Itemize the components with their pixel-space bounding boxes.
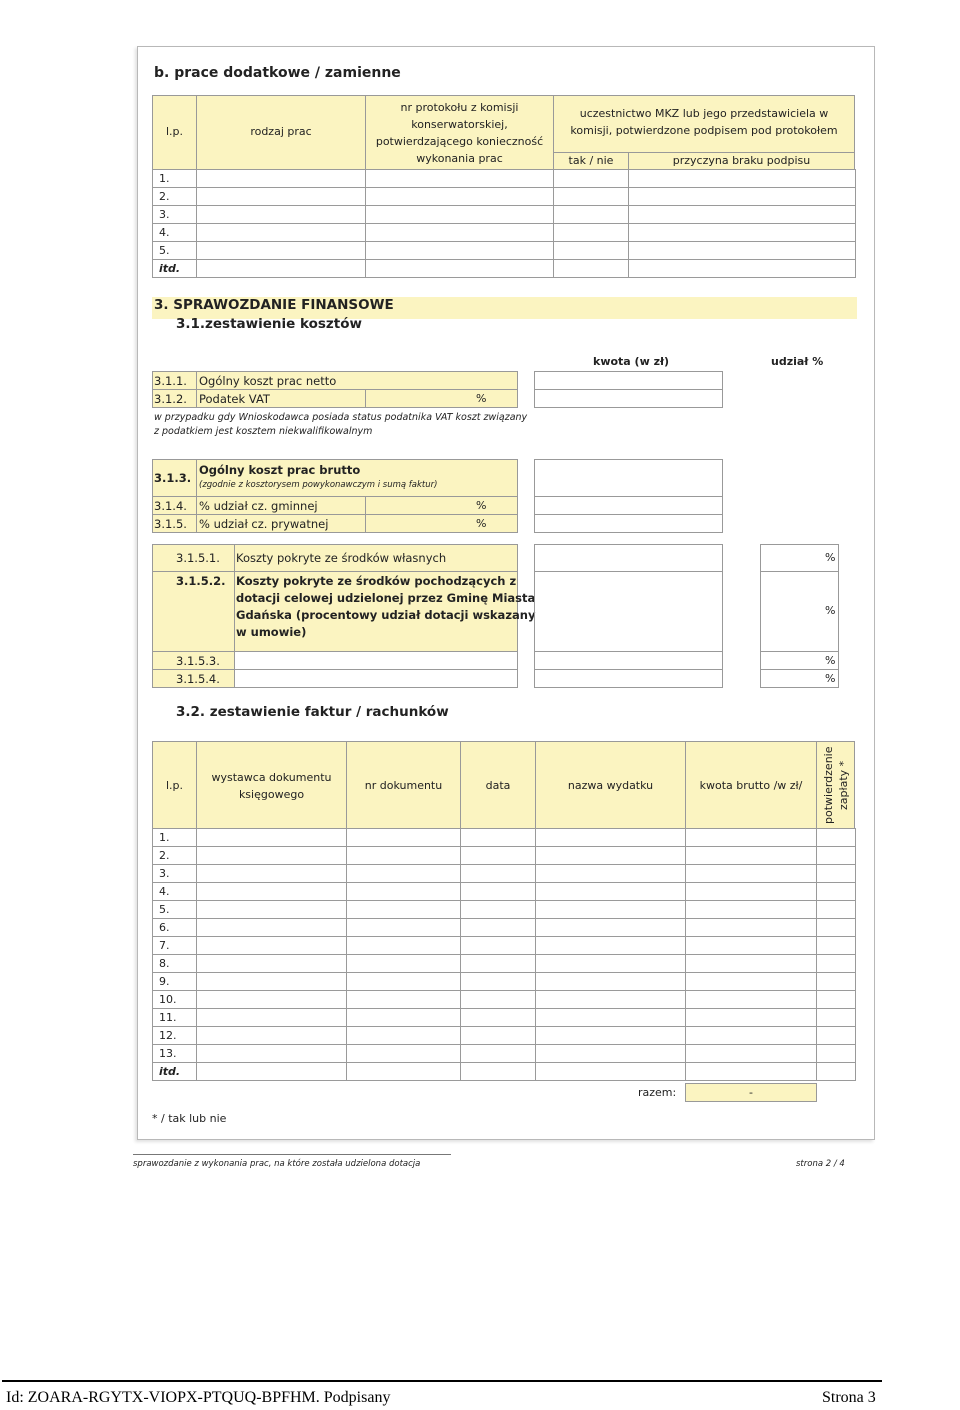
table-cell[interactable] <box>536 829 686 847</box>
table-cell[interactable] <box>347 973 461 991</box>
col32-kwota-header: kwota brutto /w zł/ <box>699 779 803 792</box>
table-cell[interactable] <box>536 1045 686 1063</box>
row-number: 5. <box>153 242 197 260</box>
row-number: 3. <box>153 865 197 883</box>
page-footer-left: sprawozdanie z wykonania prac, na które została udzielona dotacja <box>133 1159 421 1169</box>
document-page: b. prace dodatkowe / zamienne l.p. rodzaj prac nr protokołu z komisji konserwatorskiej, potwierdzającego konieczność wykonania prac uczestnictwo MKZ lub jego przedstawiciela w komisji, potwierdzone podpisem pod protokołem tak / nie przyczyna braku podpisu 1. 2. 3. 4. 5. itd. 3. SPRAWOZDANIE FINANSOWE 3.1.zestawienie kosztów kwota (w zł) udział % 3.1.1. Ogólny koszt prac netto 3.1.2. Podatek VAT % w przypadku gdy Wnioskodawca posiada status podatnika VAT koszt związany z podatkiem jest kosztem niekwalifikowalnym 3.1.3. Ogólny koszt prac brutto (zgodnie z kosztorysem powykonawczym i sumą faktur) 3.1.4. % udział cz. gminnej % 3.1.5. % udział cz. prywatnej % 3.1.5.1. Koszty pokryte ze środków własnych % 3.1.5.2. Koszty pokryte ze środków pochodzących z dotacji celowej udzielonej przez Gminę Miasta Gdańska (procentowy udział dotacji wskazany w umowie) % 3.1.5.3. % 3.1.5.4. % 3.2. zestawienie faktur / rachunków l.p. wystawca dokumentu księgowego nr dokumentu data nazwa wydatku kwota brutto /w zł/ potwierdzenie zapłaty * 1. 2. 3. 4. 5. 6. 7. 8. 9. 10. 11. 12. 13. itd. razem: - * / tak lub nie <box>137 46 875 1140</box>
table-cell[interactable] <box>686 1027 817 1045</box>
col-przyczyna-header: przyczyna braku podpisu <box>672 154 811 167</box>
row-number: 4. <box>153 883 197 901</box>
table-cell[interactable] <box>817 937 856 955</box>
section-31-subtitle: 3.1.zestawienie kosztów <box>176 316 362 332</box>
input-3154-label[interactable] <box>234 669 518 688</box>
table-cell[interactable] <box>817 1063 856 1081</box>
input-313-kwota[interactable] <box>534 459 723 497</box>
table-cell[interactable] <box>461 847 536 865</box>
row-number: 6. <box>153 919 197 937</box>
col-uczestnictwo-header: uczestnictwo MKZ lub jego przedstawiciela w komisji, potwierdzone podpisem pod protokołem <box>570 107 838 137</box>
table-cell[interactable] <box>536 901 686 919</box>
invoice-row <box>153 937 856 955</box>
invoice-row <box>153 955 856 973</box>
row-number: 12. <box>153 1027 197 1045</box>
table-cell[interactable] <box>197 829 347 847</box>
table-cell[interactable] <box>686 973 817 991</box>
invoice-row <box>153 1027 856 1045</box>
table-cell[interactable] <box>197 170 366 188</box>
invoice-row <box>153 973 856 991</box>
table-cell[interactable] <box>197 1063 347 1081</box>
invoice-row <box>153 829 856 847</box>
invoice-row <box>153 1009 856 1027</box>
table-cell[interactable] <box>817 883 856 901</box>
table-cell[interactable] <box>347 829 461 847</box>
table-cell[interactable] <box>817 919 856 937</box>
table-cell[interactable] <box>817 847 856 865</box>
row-number: 9. <box>153 973 197 991</box>
table-cell[interactable] <box>686 829 817 847</box>
table-cell[interactable] <box>554 224 629 242</box>
section-32-table <box>152 828 856 1081</box>
row-number: 3. <box>153 206 197 224</box>
table-cell[interactable] <box>197 847 347 865</box>
table-cell[interactable] <box>197 242 366 260</box>
footnote: * / tak lub nie <box>152 1112 227 1125</box>
table-cell[interactable] <box>461 1063 536 1081</box>
table-cell[interactable] <box>461 955 536 973</box>
table-cell[interactable] <box>366 170 554 188</box>
table-cell[interactable] <box>536 991 686 1009</box>
invoice-row <box>153 883 856 901</box>
table-cell[interactable] <box>554 188 629 206</box>
table-cell[interactable] <box>347 1027 461 1045</box>
table-cell[interactable] <box>197 865 347 883</box>
table-cell[interactable] <box>347 937 461 955</box>
doc-footer-page: Strona 3 <box>822 1389 876 1406</box>
table-cell[interactable] <box>536 1063 686 1081</box>
table-cell[interactable] <box>629 188 856 206</box>
table-cell[interactable] <box>817 1045 856 1063</box>
input-315-kwota[interactable] <box>534 514 723 533</box>
table-cell[interactable] <box>197 973 347 991</box>
table-cell[interactable] <box>817 901 856 919</box>
row-number: 2. <box>153 847 197 865</box>
col32-data-header: data <box>485 779 511 792</box>
table-cell[interactable] <box>366 260 554 278</box>
input-3152-kwota[interactable] <box>534 571 723 652</box>
table-cell[interactable] <box>366 188 554 206</box>
table-cell[interactable] <box>347 919 461 937</box>
table-cell[interactable] <box>817 865 856 883</box>
col-protokol-header: nr protokołu z komisji konserwatorskiej, potwierdzającego konieczność wykonania prac <box>375 101 544 165</box>
table-cell[interactable] <box>347 955 461 973</box>
table-cell[interactable] <box>554 170 629 188</box>
invoice-row <box>153 1045 856 1063</box>
table-cell[interactable] <box>197 224 366 242</box>
table-cell[interactable] <box>629 224 856 242</box>
input-3153-kwota[interactable] <box>534 651 723 670</box>
col32-nr-header: nr dokumentu <box>364 779 443 792</box>
section-b-row <box>153 224 856 242</box>
col32-nazwa-header: nazwa wydatku <box>567 779 654 792</box>
input-314-kwota[interactable] <box>534 496 723 515</box>
doc-footer-id: Id: ZOARA-RGYTX-VIOPX-PTQUQ-BPFHM. Podpisany <box>6 1389 391 1406</box>
table-cell[interactable] <box>197 206 366 224</box>
table-cell[interactable] <box>461 883 536 901</box>
row-number: itd. <box>153 260 197 278</box>
table-cell[interactable] <box>461 991 536 1009</box>
col-udzial-header: udział % <box>771 355 824 368</box>
table-cell[interactable] <box>536 1027 686 1045</box>
table-cell[interactable] <box>817 829 856 847</box>
table-cell[interactable] <box>197 955 347 973</box>
table-cell[interactable] <box>817 955 856 973</box>
section-b-row <box>153 170 856 188</box>
input-311-kwota[interactable] <box>534 371 723 390</box>
table-cell[interactable] <box>197 1009 347 1027</box>
row-number: 1. <box>153 170 197 188</box>
table-cell[interactable] <box>197 188 366 206</box>
invoice-row <box>153 865 856 883</box>
table-cell[interactable] <box>817 1009 856 1027</box>
row-number: 4. <box>153 224 197 242</box>
table-cell[interactable] <box>347 991 461 1009</box>
table-cell[interactable] <box>554 260 629 278</box>
table-cell[interactable] <box>536 919 686 937</box>
row-number: itd. <box>153 1063 197 1081</box>
table-cell[interactable] <box>536 865 686 883</box>
section-b-row <box>153 188 856 206</box>
invoice-row <box>153 991 856 1009</box>
table-cell[interactable] <box>686 847 817 865</box>
section-3-title: 3. SPRAWOZDANIE FINANSOWE <box>154 297 394 313</box>
section-b-row <box>153 242 856 260</box>
table-cell[interactable] <box>461 919 536 937</box>
table-cell[interactable] <box>686 883 817 901</box>
col-lp-header: l.p. <box>165 125 184 138</box>
section-b-title: b. prace dodatkowe / zamienne <box>154 65 401 81</box>
doc-footer-rule <box>2 1380 882 1382</box>
table-cell[interactable] <box>554 206 629 224</box>
table-cell[interactable] <box>686 1045 817 1063</box>
table-cell[interactable] <box>686 937 817 955</box>
row-number: 8. <box>153 955 197 973</box>
table-cell[interactable] <box>366 206 554 224</box>
table-cell[interactable] <box>197 919 347 937</box>
col-rodzaj-header: rodzaj prac <box>250 125 312 138</box>
row-number: 10. <box>153 991 197 1009</box>
row-number: 7. <box>153 937 197 955</box>
vat-note-line2: z podatkiem jest kosztem niekwalifikowalnym <box>154 426 373 437</box>
table-cell[interactable] <box>461 937 536 955</box>
col32-potw-header: potwierdzenie zapłaty * <box>821 746 850 824</box>
page-footer-rule <box>133 1154 451 1155</box>
table-cell[interactable] <box>817 973 856 991</box>
table-cell[interactable] <box>197 1045 347 1063</box>
table-cell[interactable] <box>197 901 347 919</box>
table-cell[interactable] <box>461 973 536 991</box>
table-cell[interactable] <box>629 260 856 278</box>
table-cell[interactable] <box>197 260 366 278</box>
table-cell[interactable] <box>461 901 536 919</box>
table-cell[interactable] <box>817 1027 856 1045</box>
table-cell[interactable] <box>686 991 817 1009</box>
section-b-row <box>153 206 856 224</box>
col32-lp-header: l.p. <box>165 779 184 792</box>
row-number: 5. <box>153 901 197 919</box>
table-cell[interactable] <box>536 937 686 955</box>
table-cell[interactable] <box>347 901 461 919</box>
page-footer-right: strona 2 / 4 <box>796 1159 845 1169</box>
input-3154-kwota[interactable] <box>534 669 723 688</box>
col32-wystawca-header: wystawca dokumentu księgowego <box>211 771 332 801</box>
invoice-row <box>153 1063 856 1081</box>
table-cell[interactable] <box>629 242 856 260</box>
table-cell[interactable] <box>686 1063 817 1081</box>
table-cell[interactable] <box>461 829 536 847</box>
table-cell[interactable] <box>347 865 461 883</box>
table-cell[interactable] <box>554 242 629 260</box>
table-cell[interactable] <box>347 1063 461 1081</box>
vat-note-line1: w przypadku gdy Wnioskodawca posiada status podatnika VAT koszt związany <box>154 412 528 423</box>
table-cell[interactable] <box>629 206 856 224</box>
table-cell[interactable] <box>536 883 686 901</box>
row-number: 1. <box>153 829 197 847</box>
table-cell[interactable] <box>536 955 686 973</box>
input-3153-label[interactable] <box>234 651 518 670</box>
table-cell[interactable] <box>197 1027 347 1045</box>
table-cell[interactable] <box>197 883 347 901</box>
invoice-row <box>153 847 856 865</box>
table-cell[interactable] <box>686 919 817 937</box>
section-32-title: 3.2. zestawienie faktur / rachunków <box>176 704 449 720</box>
table-cell[interactable] <box>817 991 856 1009</box>
table-cell[interactable] <box>347 883 461 901</box>
section-b-table <box>152 169 856 278</box>
table-cell[interactable] <box>347 1009 461 1027</box>
invoice-row <box>153 901 856 919</box>
table-cell[interactable] <box>366 224 554 242</box>
table-cell[interactable] <box>686 1009 817 1027</box>
input-3151-kwota[interactable] <box>534 544 723 572</box>
table-cell[interactable] <box>461 1027 536 1045</box>
razem-value: - <box>749 1086 753 1099</box>
table-cell[interactable] <box>536 973 686 991</box>
table-cell[interactable] <box>347 1045 461 1063</box>
row-number: 11. <box>153 1009 197 1027</box>
table-cell[interactable] <box>461 865 536 883</box>
row-number: 13. <box>153 1045 197 1063</box>
table-cell[interactable] <box>366 242 554 260</box>
table-cell[interactable] <box>629 170 856 188</box>
table-cell[interactable] <box>686 955 817 973</box>
col-tak-nie-header: tak / nie <box>568 154 614 167</box>
table-cell[interactable] <box>461 1045 536 1063</box>
table-cell[interactable] <box>461 1009 536 1027</box>
table-cell[interactable] <box>686 901 817 919</box>
table-cell[interactable] <box>536 847 686 865</box>
section-b-row <box>153 260 856 278</box>
table-cell[interactable] <box>347 847 461 865</box>
input-312-kwota[interactable] <box>534 389 723 408</box>
row-number: 2. <box>153 188 197 206</box>
col-kwota-header: kwota (w zł) <box>593 355 670 368</box>
invoice-row <box>153 919 856 937</box>
table-cell[interactable] <box>197 937 347 955</box>
razem-label: razem: <box>638 1086 677 1099</box>
table-cell[interactable] <box>197 991 347 1009</box>
table-cell[interactable] <box>686 865 817 883</box>
table-cell[interactable] <box>536 1009 686 1027</box>
